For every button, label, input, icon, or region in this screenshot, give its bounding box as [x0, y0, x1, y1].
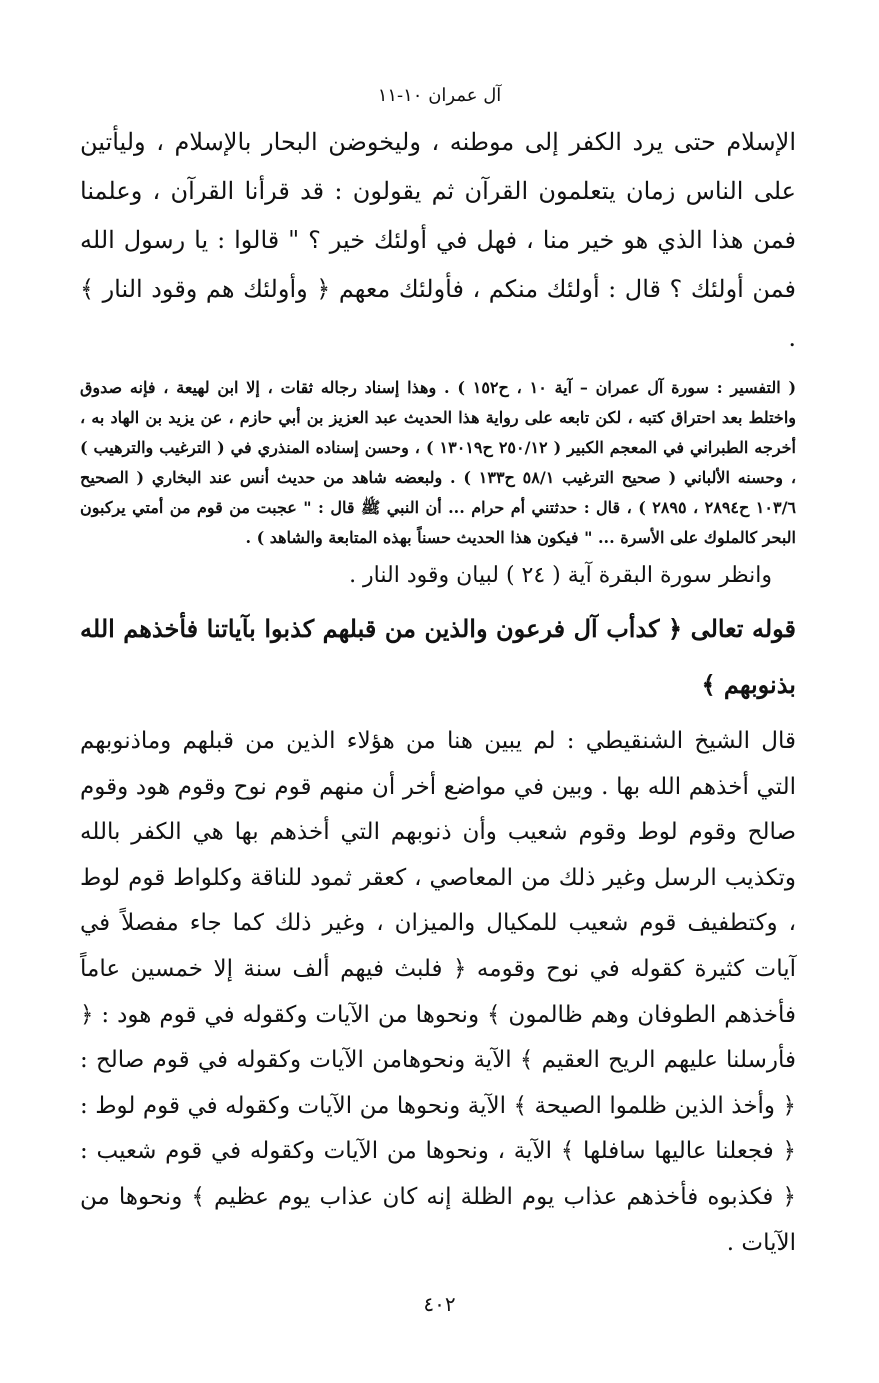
- running-header: آل عمران ١٠-١١: [377, 85, 502, 106]
- hadith-footnote: ( التفسير : سورة آل عمران – آية ١٠ ، ح١٥٢ ) . وهذا إسناد رجاله ثقات ، إلا ابن لهيعة ، فإنه صدوق واختلط بعد احتراق كتبه ، لكن تابعه على رواية هذا الحديث عبد العزيز بن أبي حازم ، عن يزيد بن الهاد به ، أخرجه الطبراني في المعجم الكبير ( ٢٥٠/١٢ ح١٣٠١٩ ) ، وحسن إسناده المنذري في ( الترغيب والترهيب ) ، وحسنه الألباني ( صحيح الترغيب ٥٨/١ ح١٣٣ ) . ولبعضه شاهد من حديث أنس عند البخاري ( الصحيح ١٠٣/٦ ح٢٨٩٤ ، ٢٨٩٥ ) ، قال : حدثتني أم حرام ... أن النبي ﷺ قال : " عجبت من قوم من أمتي يركبون البحر كالملوك على الأسرة ... " فيكون هذا الحديث حسناً بهذه المتابعة والشاهد ) .: [80, 378, 797, 547]
- commentary-paragraph: قال الشيخ الشنقيطي : لم يبين هنا من هؤلاء الذين من قبلهم وماذنوبهم التي أخذهم الله بها . وبين في مواضع أخر أن منهم قوم نوح وقوم هود وقوم صالح وقوم لوط وقوم شعيب وأن ذنوبهم التي أخذهم بها هي الكفر بالله وتكذيب الرسل وغير ذلك من المعاصي ، كعقر ثمود للناقة وكلواط قوم لوط ، وكتطفيف قوم شعيب للمكيال والميزان ، وغير ذلك كما جاء مفصلاً في آيات كثيرة كقوله في نوح وقومه ﴿ فلبث فيهم ألف سنة إلا خمسين عاماً فأخذهم الطوفان وهم ظالمون ﴾ ونحوها من الآيات وكقوله في قوم هود : ﴿ فأرسلنا عليهم الريح العقيم ﴾ الآية ونحوهامن الآيات وكقوله في قوم صالح : ﴿ وأخذ الذين ظلموا الصيحة ﴾ الآية ونحوها من الآيات وكقوله في قوم لوط : ﴿ فجعلنا عاليها سافلها ﴾ الآية ، ونحوها من الآيات وكقوله في قوم شعيب : ﴿ فكذبوه فأخذهم عذاب يوم الظلة إنه كان عذاب يوم عظيم ﴾ ونحوها من الآيات .: [80, 728, 796, 1256]
- page-body: [80, 118, 796, 1266]
- verse-heading: قوله تعالى ﴿ كدأب آل فرعون والذين من قبلهم كذبوا بآياتنا فأخذهم الله بذنوبهم ﴾: [80, 614, 796, 699]
- page-number: ٤٠٢: [423, 1292, 456, 1316]
- hadith-paragraph: الإسلام حتى يرد الكفر إلى موطنه ، وليخوضن البحار بالإسلام ، وليأتين على الناس زمان يتعلمون القرآن ثم يقولون : قد قرأنا القرآن ، وعلمنا فمن هذا الذي هو خير منا ، فهل في أولئك خير ؟ " قالوا : يا رسول الله فمن أولئك ؟ قال : أولئك منكم ، فأولئك معهم ﴿ وأولئك هم وقود النار ﴾ .: [80, 128, 796, 352]
- cross-reference-paragraph: وانظر سورة البقرة آية ( ٢٤ ) لبيان وقود النار .: [349, 563, 772, 588]
